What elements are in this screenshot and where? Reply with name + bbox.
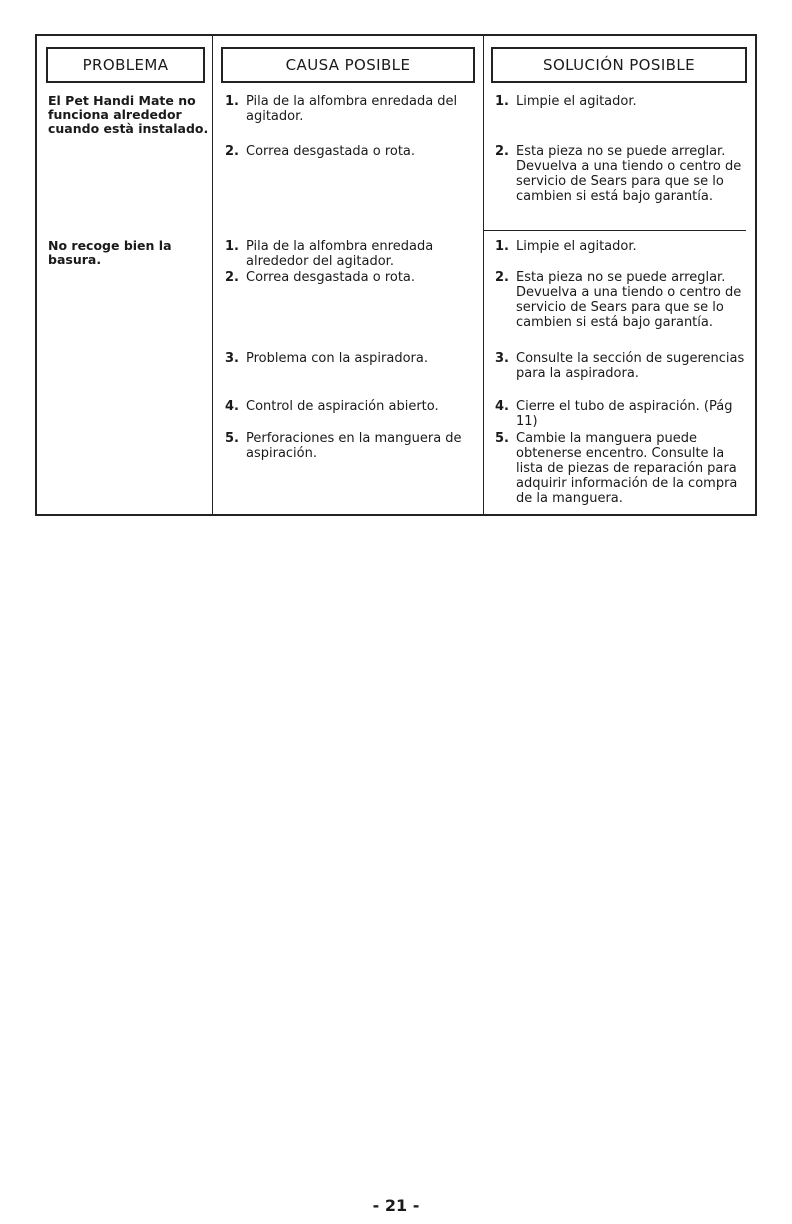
header-problem: PROBLEMA [46,47,205,83]
troubleshooting-table [35,34,757,516]
item-text: Pila de la alfombra enredada del agitador. [246,94,458,124]
header-cause: CAUSA POSIBLE [221,47,475,83]
item-text: Limpie el agitador. [516,239,637,254]
item-text: Perforaciones en la manguera de aspiración. [246,431,462,461]
item-text: Correa desgastada o rota. [246,144,416,159]
item-number: 1. [225,94,239,109]
item-number: 4. [225,399,239,414]
item-number: 1. [495,94,509,109]
item-text: Esta pieza no se puede arreglar. Devuelva a una tiendo o centro de servicio de Sears para que se lo cambien si está bajo garantía. [516,144,742,204]
item-number: 5. [225,431,239,446]
item-text: Cambie la manguera puede obtenerse encentro. Consulte la lista de piezas de reparación para adquirir información de la compra de la manguera. [516,431,738,506]
item-number: 3. [225,351,239,366]
page-number: - 21 - [372,1196,420,1215]
item-number: 5. [495,431,509,446]
row-divider [483,230,746,231]
item-text: Cierre el tubo de aspiración. (Pág 11) [516,399,733,429]
item-text: Esta pieza no se puede arreglar. Devuelva a una tiendo o centro de servicio de Sears para que se lo cambien si está bajo garantía. [516,270,742,330]
item-number: 2. [495,270,509,285]
item-text: Pila de la alfombra enredada alrededor del agitador. [246,239,434,269]
column-divider [483,36,484,514]
item-number: 3. [495,351,509,366]
item-text: Control de aspiración abierto. [246,399,439,414]
item-number: 1. [225,239,239,254]
item-number: 2. [225,270,239,285]
problem-cell: No recoge bien la basura. [48,238,172,267]
item-number: 2. [495,144,509,159]
item-number: 2. [225,144,239,159]
item-text: Correa desgastada o rota. [246,270,416,285]
item-text: Consulte la sección de sugerencias para la aspiradora. [516,351,745,381]
item-text: Limpie el agitador. [516,94,637,109]
header-solution: SOLUCIÓN POSIBLE [491,47,747,83]
item-text: Problema con la aspiradora. [246,351,428,366]
problem-cell: El Pet Handi Mate no funciona alrededor cuando està instalado. [48,93,209,136]
item-number: 4. [495,399,509,414]
item-number: 1. [495,239,509,254]
